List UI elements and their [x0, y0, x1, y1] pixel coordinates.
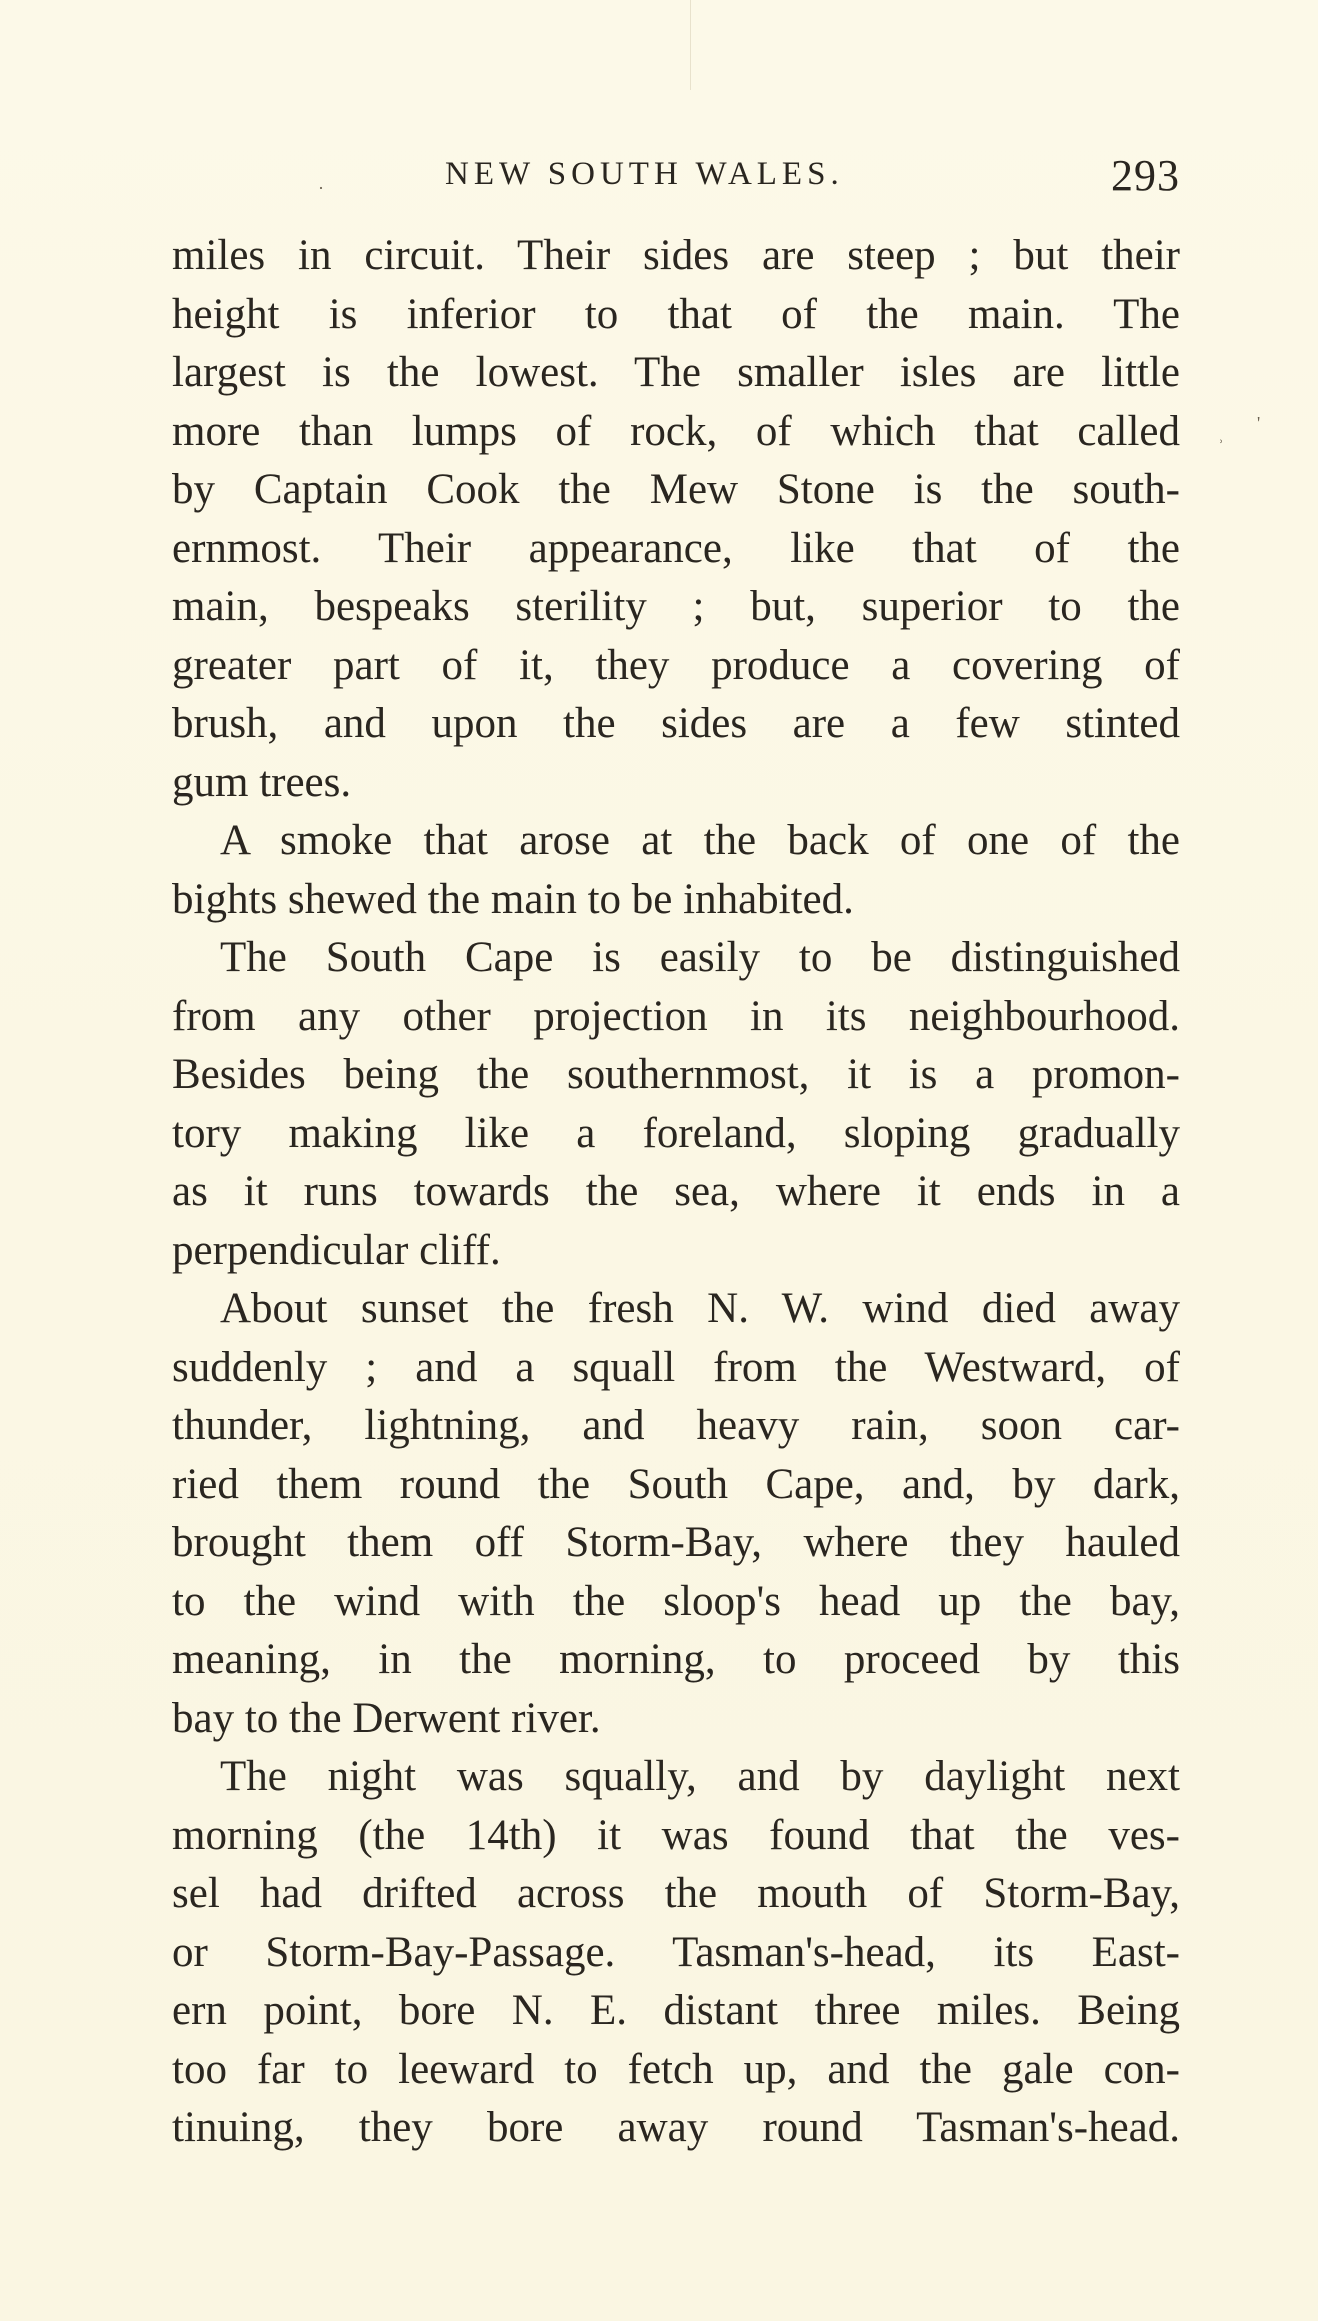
running-title: NEW SOUTH WALES.: [445, 156, 844, 192]
text-line: ern point, bore N. E. distant three miles. Being: [172, 1987, 1180, 2034]
text-line: thunder, lightning, and heavy rain, soon car-: [172, 1402, 1180, 1449]
text-line: to the wind with the sloop's head up the bay,: [172, 1577, 1180, 1625]
text-line: ried them round the South Cape, and, by dark,: [172, 1460, 1180, 1508]
text-line: largest is the lowest. The smaller isles are little: [172, 349, 1180, 396]
text-line: greater part of it, they produce a covering of: [172, 641, 1180, 689]
text-line: as it runs towards the sea, where it ends in a: [172, 1168, 1180, 1215]
text-line: height is inferior to that of the main. The: [172, 290, 1180, 338]
ink-speck: ': [1257, 413, 1261, 433]
text-line: from any other projection in its neighbourhood.: [172, 992, 1180, 1040]
text-line: suddenly ; and a squall from the Westward, of: [172, 1343, 1180, 1391]
text-line: bay to the Derwent river.: [172, 1694, 601, 1742]
text-line: brush, and upon the sides are a few stinted: [172, 700, 1180, 747]
text-line: or Storm-Bay-Passage. Tasman's-head, its East-: [172, 1928, 1180, 1976]
body-text: [172, 227, 1180, 2158]
text-line: The night was squally, and by daylight next: [220, 1753, 1180, 1800]
page-fold-line: [690, 0, 691, 90]
text-line: bights shewed the main to be inhabited.: [172, 875, 854, 923]
text-line: The South Cape is easily to be distinguished: [220, 934, 1180, 981]
text-line: sel had drifted across the mouth of Storm-Bay,: [172, 1870, 1180, 1917]
text-line: by Captain Cook the Mew Stone is the south-: [172, 466, 1180, 513]
text-line: tory making like a foreland, sloping gradually: [172, 1109, 1180, 1157]
text-line: brought them off Storm-Bay, where they hauled: [172, 1519, 1180, 1566]
text-line: morning (the 14th) it was found that the ves-: [172, 1811, 1180, 1859]
text-line: too far to leeward to fetch up, and the gale con-: [172, 2045, 1180, 2093]
text-line: meaning, in the morning, to proceed by this: [172, 1636, 1180, 1683]
text-line: About sunset the fresh N. W. wind died away: [220, 1285, 1180, 1332]
text-line: Besides being the southernmost, it is a promon-: [172, 1051, 1180, 1098]
text-line: ernmost. Their appearance, like that of the: [172, 524, 1180, 572]
text-line: main, bespeaks sterility ; but, superior to the: [172, 583, 1180, 630]
text-line: A smoke that arose at the back of one of the: [220, 817, 1180, 864]
text-line: miles in circuit. Their sides are steep ; but their: [172, 232, 1180, 279]
text-line: perpendicular cliff.: [172, 1226, 501, 1274]
text-line: more than lumps of rock, of which that called: [172, 407, 1180, 455]
ink-speck: ˒: [1218, 428, 1224, 448]
ink-speck: ·: [318, 178, 324, 198]
text-line: gum trees.: [172, 758, 352, 806]
page-number: 293: [1111, 151, 1180, 200]
text-line: tinuing, they bore away round Tasman's-head.: [172, 2104, 1180, 2151]
